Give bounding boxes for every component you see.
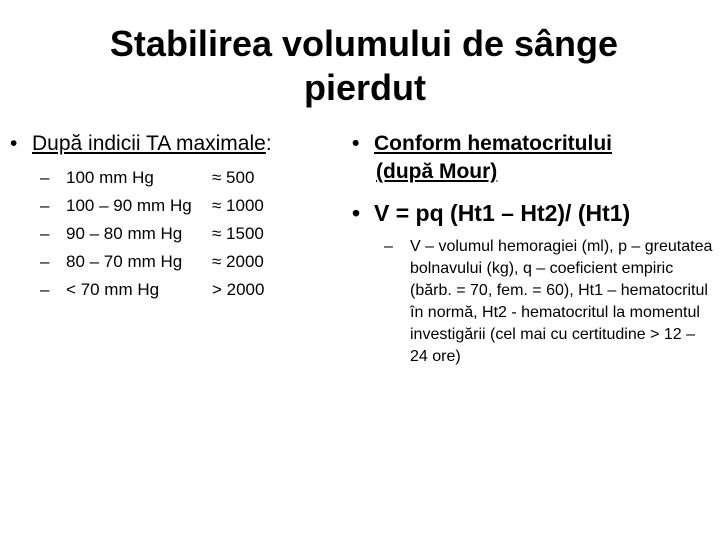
slide-title-line1: Stabilirea volumului de sânge — [109, 23, 619, 64]
dash-icon: – — [40, 280, 50, 299]
pressure-label: 90 – 80 mm Hg — [66, 224, 183, 243]
bullet-icon: • — [352, 200, 361, 226]
formula-text: V = pq (Ht1 – Ht2)/ (Ht1) — [374, 200, 631, 226]
pressure-label: 100 – 90 mm Hg — [66, 196, 192, 215]
pressure-label: 100 mm Hg — [66, 168, 154, 187]
volume-value: ≈ 2000 — [212, 252, 264, 271]
dash-icon: – — [40, 252, 50, 271]
dash-icon: – — [384, 238, 393, 255]
dash-icon: – — [40, 196, 50, 215]
left-bullet-heading — [10, 130, 272, 158]
explanation-text: V – volumul hemoragiei (ml), p – greutatea bolnavului (kg), q – coeficient empiric (bărb. = 70, fem. = 60), Ht1 – hematocritul în normă, Ht2 - hematocritul la momentul investigării (cel mai cu certitudine > 12 – 24 ore) — [410, 238, 713, 365]
slide-title — [0, 22, 720, 110]
volume-value: > 2000 — [212, 280, 265, 299]
volume-value: ≈ 500 — [212, 168, 255, 187]
dash-icon: – — [40, 224, 50, 243]
dash-icon: – — [40, 168, 50, 187]
left-heading-colon: : — [265, 132, 272, 155]
right-heading-line2: (după Mour) — [376, 160, 498, 183]
pressure-label: 80 – 70 mm Hg — [66, 252, 183, 271]
bullet-icon: • — [10, 132, 18, 155]
slide-title-line2: pierdut — [304, 67, 426, 108]
formula-explanation — [384, 236, 714, 368]
formula-bullet — [352, 198, 630, 228]
volume-value: ≈ 1500 — [212, 224, 264, 243]
pressure-label: < 70 mm Hg — [66, 280, 160, 299]
right-bullet-heading — [352, 130, 612, 186]
volume-value: ≈ 1000 — [212, 196, 264, 215]
left-heading-text: După indicii TA maximale — [32, 132, 266, 155]
right-heading-line1: Conform hematocritului — [374, 132, 613, 155]
bullet-icon: • — [352, 132, 360, 155]
